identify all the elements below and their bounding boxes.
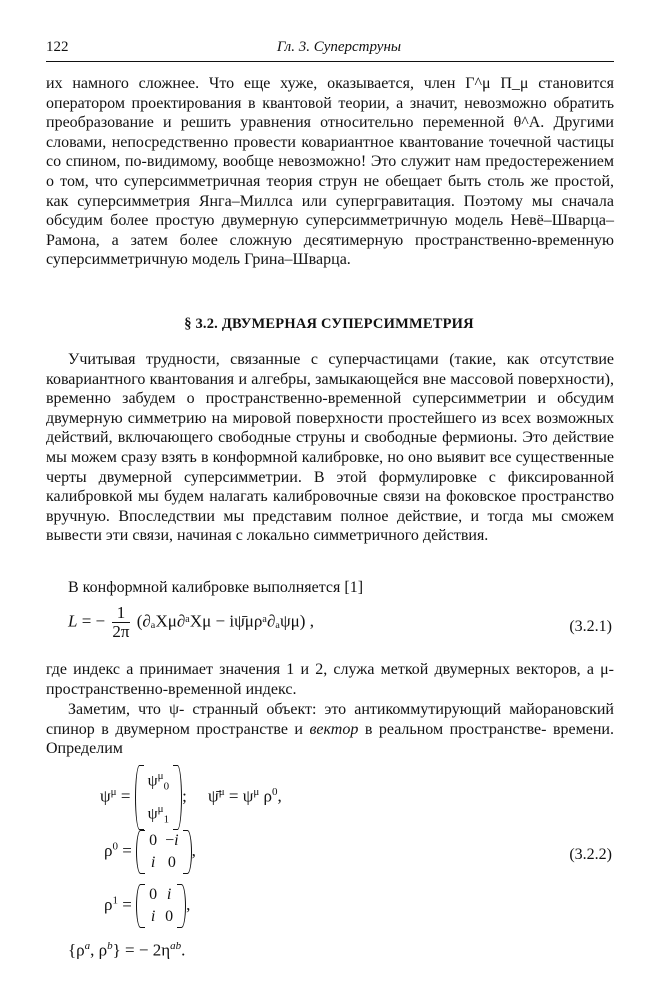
eq2-psi-line: $\psi^\mu$ = $\psi^\mu_0$ $\psi^\mu_1$ ; ψ̄$^\mu$ = $\psi^\mu$ $\rho^0$,	[100, 765, 282, 830]
paragraph-4: где индекс a принимает значения 1 и 2, служа меткой двумерных векторов, а μ- пространственно-временной индекс.	[46, 661, 614, 698]
section-heading: § 3.2. ДВУМЕРНАЯ СУПЕРСИММЕТРИЯ	[184, 316, 474, 332]
eq1-numerator: 1	[112, 604, 129, 623]
paragraph-5-part-a: Заметим, что ψ- странный объект: это антикоммутирующий майорановский спинор в двумерном пространстве и	[46, 701, 614, 738]
rho1-matrix: 0 i i 0	[136, 884, 186, 928]
eq1-lhs: L	[68, 611, 78, 631]
running-title: Гл. 3. Суперструны	[276, 39, 402, 55]
eq1-body: (∂ₐXμ∂ᵃXμ − iψ̄μρᵃ∂ₐψμ) ,	[136, 611, 314, 631]
eq2-psi-text	[0, 0, 1, 1]
paragraph-5-part-b: в реальном пространстве- времени. Определим	[46, 720, 614, 758]
psi-column-vector: $\psi^\mu_0$ $\psi^\mu_1$	[135, 765, 182, 830]
eq2-anticommutator: {$\rho^a$, $\rho^b$} = − $2\eta^{ab}$.	[68, 940, 186, 960]
eq2-rho0-line: $\rho^0$ = 0 −i i 0 ,	[104, 830, 196, 874]
paragraph-3: В конформной калибровке выполняется [1]	[68, 579, 364, 596]
paragraph-5-emphasis: вектор	[309, 720, 359, 738]
rho0-matrix: 0 −i i 0	[136, 830, 191, 874]
header-rule	[46, 61, 614, 62]
eq2-rho1-line: $\rho^1$ = 0 i i 0 ,	[104, 884, 190, 928]
equation-3-2-1: L = − $\frac{1}{2\pi}$ (∂ₐXμ∂ᵃXμ − iψ̄μρᵃ∂ₐψμ) ,	[68, 603, 314, 641]
equation-number-3-2-1: (3.2.1)	[569, 618, 612, 635]
equation-2-text-mirror	[0, 0, 1, 1]
paragraph-2: Учитывая трудности, связанные с суперчастицами (такие, как отсутствие ковариантного квантования и алгебры, замыкающейся вне массовой поверхности), временно забудем о пространственно-временной суперсимметрии и обсудим двумерную симметрию на мировой поверхности простейшего из всех возможных действий, включающего свободные струны и свободные фермионы. Это действие мы можем сразу взять в конформной калибровке, но оно выявит все существенные черты двумерной суперсимметрии. В этой формулировке с фиксированной калибровкой мы будем налагать калибровочные связи на фоковское пространство вручную. Впоследствии мы представим полное действие, и тогда мы сможем вывести эти связи, начиная с локально симметричного действия.	[46, 351, 614, 545]
eq1-fraction	[112, 604, 129, 641]
equation-number-3-2-2: (3.2.2)	[569, 846, 612, 863]
page-number: 122	[46, 39, 69, 55]
eq1-denominator: 2π	[112, 622, 130, 641]
paragraph-5	[46, 700, 614, 759]
paragraph-1: их намного сложнее. Что еще хуже, оказывается, член Γ^μ Π_μ становится оператором проектирования в квантовой теории, а значит, невозможно обратить преобразование и решить уравнения относительно переменной θ^A. Другими словами, непосредственно провести ковариантное квантование точечной частицы со спином, по-видимому, вообще невозможно! Это служит нам предостережением о том, что суперсимметричная теория струн не обещает быть столь же простой, как суперсимметрия Янга–Миллса или супергравитация. Поэтому мы сначала обсудим более простую двумерную суперсимметричную модель Невё–Шварца–Рамона, а затем более сложную десятимерную пространственно-временную суперсимметричную модель Грина–Шварца.	[46, 75, 614, 269]
